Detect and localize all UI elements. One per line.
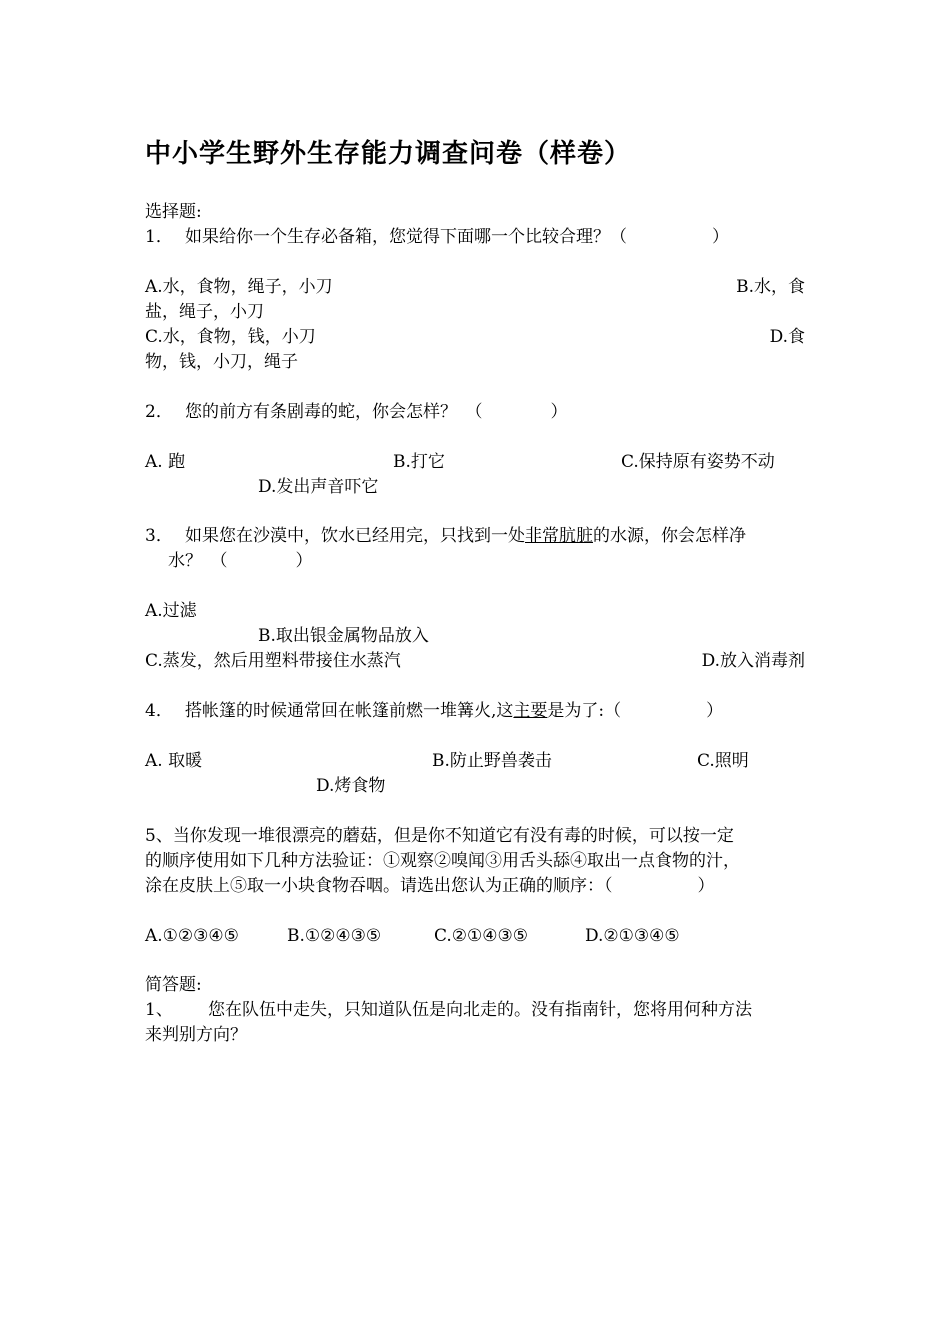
q1-number: 1． [145,227,173,247]
q2-option-b: B.打它 [393,452,445,472]
q4-text [185,699,723,724]
q4-option-c: C.照明 [697,751,749,771]
q2-number: 2． [145,402,173,422]
q4-text-pre: 搭帐篷的时候通常回在帐篷前燃一堆篝火,这 [185,701,514,721]
q3-option-c: C.蒸发，然后用塑料带接住水蒸汽 [145,651,401,671]
q5-line3: 涂在皮肤上⑤取一小块食物吞咽。请选出您认为正确的顺序：（ ） [145,876,715,896]
q5-line2: 的顺序使用如下几种方法验证：①观察②嗅闻③用舌头舔④取出一点食物的汁， [145,851,740,871]
q1-option-b: B.水，食 [736,277,805,297]
q5-option-c: C.②①④③⑤ [434,926,529,946]
q4-option-a: A. 取暖 [145,751,203,771]
q1-option-b-cont: 盐，绳子，小刀 [145,302,264,322]
q5-option-d: D.②①③④⑤ [585,926,680,946]
q5-line1: 5、当你发现一堆很漂亮的蘑菇，但是你不知道它有没有毒的时候，可以按一定 [145,826,734,846]
q3-text-pre: 如果您在沙漠中，饮水已经用完，只找到一处 [185,526,525,546]
q4-option-d: D.烤食物 [316,776,386,796]
q4-number: 4． [145,701,173,721]
q3-option-d: D.放入消毒剂 [701,651,805,671]
sq1-number: 1、 [145,1000,173,1020]
q2-text: 您的前方有条剧毒的蛇，你会怎样？ （ ） [185,402,568,422]
page-title: 中小学生野外生存能力调查问卷（样卷） [145,139,632,169]
q3-option-b: B.取出银金属物品放入 [258,626,429,646]
q2-option-d: D.发出声音吓它 [258,477,379,497]
q1-text: 如果给你一个生存必备箱，您觉得下面哪一个比较合理？（ ） [185,227,729,247]
q3-text-line2: 水？ （ ） [168,551,313,571]
sq1-line2: 来判别方向？ [145,1025,247,1045]
q3-option-a: A.过滤 [145,601,197,621]
q1-option-d: D.食 [769,327,805,347]
q1-option-c: C.水，食物，钱，小刀 [145,327,316,347]
q5-option-a: A.①②③④⑤ [145,926,239,946]
q4-text-underlined: 主要 [513,701,548,721]
q3-text-post: 的水源，你会怎样净 [593,526,746,546]
q1-option-a: A.水，食物，绳子，小刀 [145,277,333,297]
q5-option-b: B.①②④③⑤ [287,926,382,946]
q2-option-a: A. 跑 [145,452,186,472]
q3-number: 3． [145,526,173,546]
section-short-heading: 简答题: [145,975,202,995]
q3-text [185,524,746,549]
q4-option-b: B.防止野兽袭击 [432,751,552,771]
section-choice-heading: 选择题: [145,202,202,222]
q4-text-post: 是为了:（ ） [547,701,724,721]
sq1-line1: 您在队伍中走失，只知道队伍是向北走的。没有指南针，您将用何种方法 [208,1000,752,1020]
q2-option-c: C.保持原有姿势不动 [621,452,775,472]
q1-option-d-cont: 物，钱，小刀，绳子 [145,352,298,372]
q3-text-underlined: 非常肮脏 [525,526,593,546]
